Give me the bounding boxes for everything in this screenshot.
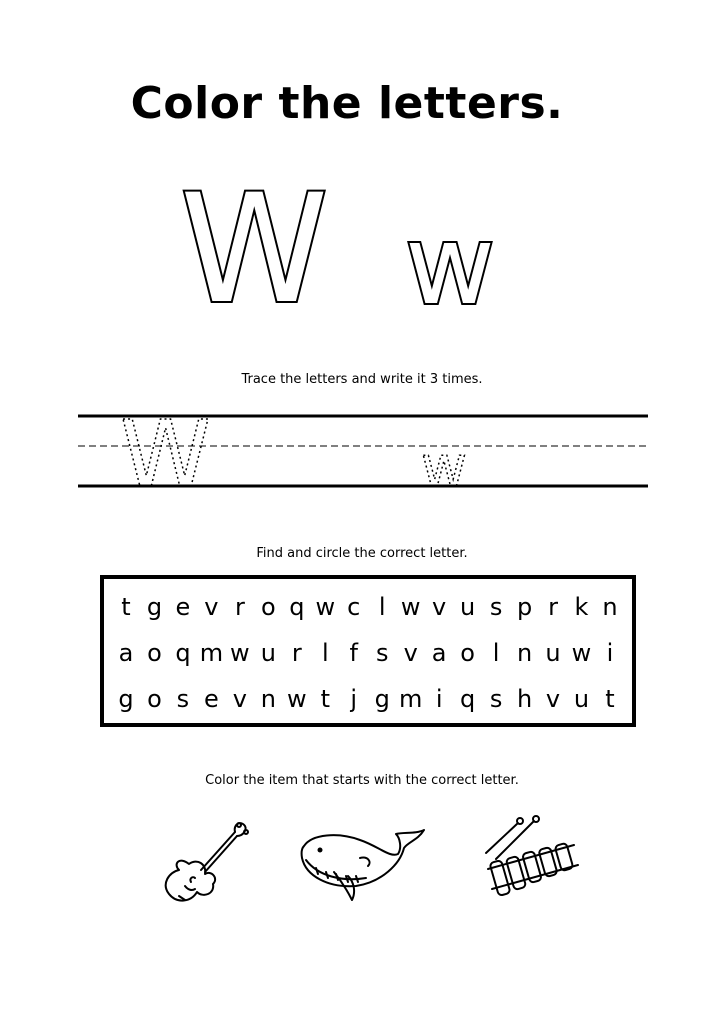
- find-instruction: Find and circle the correct letter.: [256, 546, 468, 561]
- grid-letter[interactable]: g: [374, 685, 390, 713]
- grid-letter[interactable]: m: [398, 685, 423, 713]
- grid-letter[interactable]: e: [175, 593, 191, 621]
- grid-letter[interactable]: s: [375, 639, 389, 667]
- outline-lowercase-letter[interactable]: w: [405, 201, 495, 329]
- grid-letter[interactable]: i: [606, 639, 614, 667]
- grid-letter[interactable]: o: [261, 593, 276, 621]
- grid-letter[interactable]: u: [545, 639, 561, 667]
- grid-letter[interactable]: g: [146, 593, 163, 621]
- grid-letter[interactable]: o: [147, 685, 162, 713]
- grid-letter[interactable]: t: [121, 593, 131, 621]
- trace-lowercase-letter: w: [421, 435, 467, 495]
- grid-letter[interactable]: w: [230, 639, 250, 667]
- grid-letter[interactable]: o: [460, 639, 475, 667]
- grid-letter[interactable]: r: [291, 639, 302, 667]
- grid-letter[interactable]: l: [321, 639, 329, 667]
- outline-uppercase-letter[interactable]: W: [180, 163, 329, 337]
- violin-icon[interactable]: [155, 812, 255, 912]
- grid-letter[interactable]: k: [574, 593, 589, 621]
- grid-letter[interactable]: v: [545, 685, 561, 713]
- grid-letter[interactable]: m: [199, 639, 224, 667]
- grid-letter[interactable]: r: [234, 593, 245, 621]
- grid-letter[interactable]: u: [260, 639, 276, 667]
- grid-letter[interactable]: s: [176, 685, 190, 713]
- grid-letter[interactable]: j: [350, 685, 358, 713]
- grid-letter[interactable]: q: [175, 639, 191, 667]
- color-item-instruction: Color the item that starts with the correct letter.: [205, 773, 519, 788]
- letter-grid-row: [104, 639, 632, 667]
- grid-letter[interactable]: n: [260, 685, 276, 713]
- grid-letter[interactable]: f: [349, 639, 358, 667]
- grid-letter[interactable]: l: [378, 593, 386, 621]
- xylophone-icon[interactable]: [476, 815, 586, 910]
- grid-letter[interactable]: t: [605, 685, 615, 713]
- letter-grid-row: [104, 593, 632, 621]
- grid-letter[interactable]: s: [489, 685, 503, 713]
- grid-letter[interactable]: a: [431, 639, 447, 667]
- grid-letter[interactable]: n: [602, 593, 618, 621]
- letter-grid: [100, 575, 636, 727]
- grid-letter[interactable]: e: [204, 685, 219, 713]
- trace-instruction: Trace the letters and write it 3 times.: [241, 372, 483, 387]
- grid-letter[interactable]: v: [204, 593, 219, 621]
- grid-letter[interactable]: w: [286, 685, 307, 713]
- grid-letter[interactable]: v: [403, 639, 418, 667]
- grid-letter[interactable]: o: [147, 639, 162, 667]
- grid-letter[interactable]: l: [492, 639, 500, 667]
- grid-letter[interactable]: w: [400, 593, 421, 621]
- grid-letter[interactable]: u: [573, 685, 590, 713]
- grid-letter[interactable]: a: [118, 639, 134, 667]
- page-title: Color the letters.: [130, 78, 564, 129]
- grid-letter[interactable]: n: [516, 639, 533, 667]
- grid-letter[interactable]: r: [548, 593, 558, 621]
- grid-letter[interactable]: c: [347, 593, 361, 621]
- grid-letter[interactable]: u: [460, 593, 476, 621]
- tracing-lines[interactable]: [78, 410, 648, 495]
- grid-letter[interactable]: s: [489, 593, 503, 621]
- whale-icon[interactable]: [298, 828, 428, 908]
- grid-letter[interactable]: i: [435, 685, 443, 713]
- grid-letter[interactable]: v: [432, 593, 447, 621]
- grid-letter[interactable]: t: [320, 685, 330, 713]
- grid-letter[interactable]: w: [571, 639, 592, 667]
- grid-letter[interactable]: p: [516, 593, 533, 621]
- grid-letter[interactable]: h: [516, 685, 533, 713]
- grid-letter[interactable]: w: [315, 593, 336, 621]
- grid-letter[interactable]: q: [460, 685, 476, 713]
- grid-letter[interactable]: v: [232, 685, 247, 713]
- grid-letter[interactable]: q: [289, 593, 305, 621]
- trace-uppercase-letter: W: [120, 410, 211, 495]
- letter-grid-row: [104, 685, 632, 713]
- grid-letter[interactable]: g: [118, 685, 134, 713]
